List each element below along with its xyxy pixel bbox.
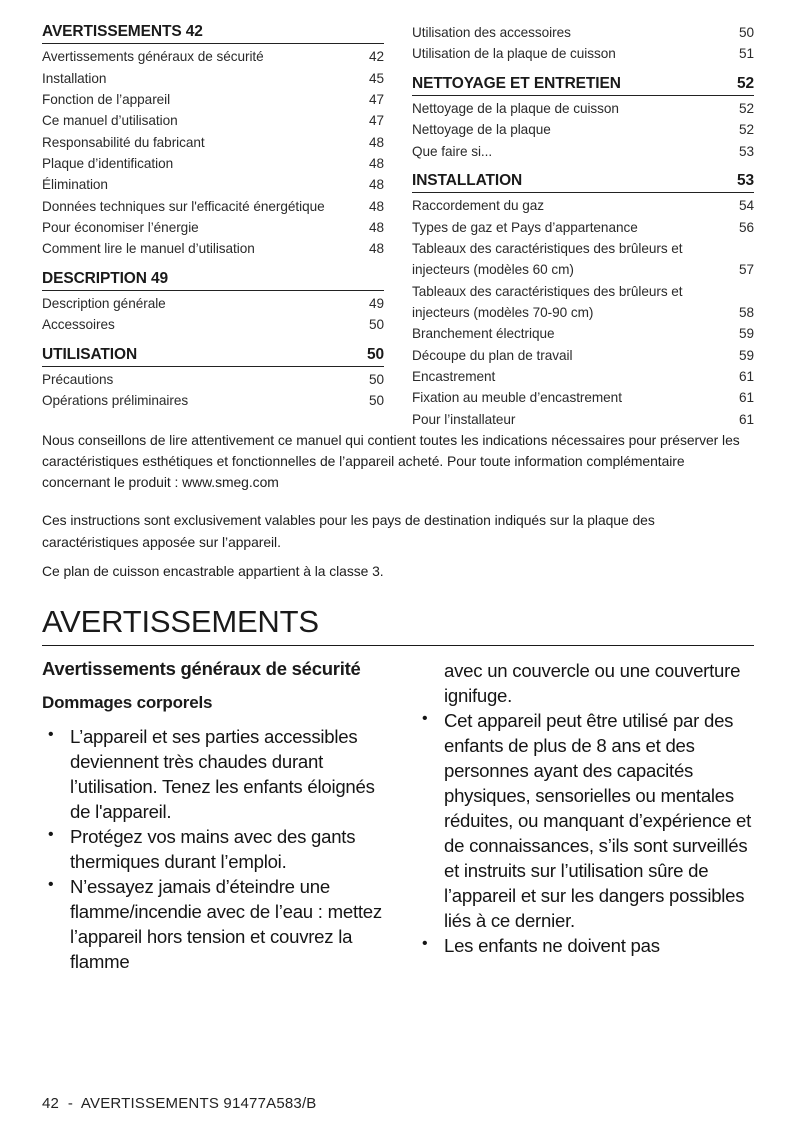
toc-section-header (42, 345, 384, 367)
toc-entry-page: 58 (738, 305, 754, 321)
toc-entry-label: Pour l’installateur (412, 411, 516, 427)
toc-entry-label: Élimination (42, 177, 108, 193)
toc-entry-label: Utilisation de la plaque de cuisson (412, 46, 616, 62)
toc-section-header (42, 269, 384, 291)
toc-entry-label: Précautions (42, 372, 114, 388)
toc-entry-page: 50 (368, 317, 384, 333)
toc-entry-page: 48 (368, 220, 384, 235)
toc-section-header (412, 171, 754, 193)
toc-section-page: 52 (736, 74, 754, 92)
toc-section-page: 50 (366, 345, 384, 363)
toc-entry-label: Plaque d’identification (42, 156, 174, 172)
toc-left-column (42, 22, 384, 430)
toc-entry (42, 132, 384, 153)
toc-entry-page: 57 (738, 262, 754, 278)
toc-entry-page: 50 (368, 372, 384, 388)
toc-entry-label: Fonction de l’appareil (42, 92, 171, 108)
intro-paragraphs (42, 430, 754, 582)
toc-entry-label: Pour économiser l’énergie (42, 220, 199, 235)
warning-item: • N’essayez jamais d’éteindre une flamme/incendie avec de l’eau : mettez l’appareil hors tension et couvrez la flamme (42, 874, 384, 974)
intro-paragraph-3: Ce plan de cuisson encastrable appartient à la classe 3. (42, 562, 384, 579)
toc-entry-page: 61 (738, 411, 754, 427)
toc-section-label: UTILISATION (42, 345, 138, 363)
toc-entry-label: Encastrement (412, 369, 496, 385)
subsection-heading: Avertissements généraux de sécurité (42, 658, 361, 679)
toc-entry (412, 119, 754, 140)
toc-entry (42, 46, 384, 67)
toc-entry-label: Raccordement du gaz (412, 198, 545, 214)
toc-entry (42, 196, 384, 217)
toc-entry-page: 45 (368, 70, 384, 86)
toc-entry-label: Que faire si... (412, 143, 493, 159)
page-footer: 42 - AVERTISSEMENTS 91477A583/B (42, 1095, 317, 1112)
intro-paragraph-2: Ces instructions sont exclusivement valables pour les pays de destination indiqués sur la plaque des caractéristiques apposée sur l’appareil. (42, 512, 655, 550)
toc-entry-label: Tableaux des caractéristiques des brûleurs et injecteurs (modèles 60 cm) (412, 241, 683, 278)
toc-entry (42, 110, 384, 131)
body-left-column (42, 658, 384, 974)
toc-entry-label: Responsabilité du fabricant (42, 134, 205, 150)
toc-entry-label: Types de gaz et Pays d’appartenance (412, 219, 638, 235)
toc-entry (412, 141, 754, 162)
toc-entry (412, 98, 754, 119)
toc-entry-page: 48 (368, 134, 384, 150)
toc-entry-page: 61 (738, 369, 754, 385)
toc-entry-label: Fixation au meuble d’encastrement (412, 390, 622, 406)
toc-entry (412, 281, 754, 324)
toc-entry (412, 22, 754, 43)
toc-entry (412, 345, 754, 366)
table-of-contents (42, 22, 754, 430)
toc-entry-label: Description générale (42, 296, 166, 312)
toc-entry-page: 53 (738, 143, 754, 159)
toc-entry-page: 59 (738, 347, 754, 363)
toc-entry-label: Découpe du plan de travail (412, 347, 573, 363)
toc-entry-page: 48 (368, 198, 384, 214)
toc-entry-label: Nettoyage de la plaque (412, 122, 551, 138)
toc-entry-page: 42 (368, 49, 384, 65)
toc-entry (42, 238, 384, 259)
warning-item: • Protégez vos mains avec des gants thermiques durant l’emploi. (42, 824, 384, 874)
toc-entry-page: 48 (368, 156, 384, 172)
toc-entry-page: 52 (738, 101, 754, 117)
toc-section-label: AVERTISSEMENTS 42 (42, 23, 203, 40)
toc-section-header (42, 22, 384, 44)
section-title: AVERTISSEMENTS (42, 605, 754, 646)
toc-entry-page: 51 (738, 46, 754, 62)
toc-entry-label: Utilisation des accessoires (412, 25, 571, 40)
toc-entry-label: Installation (42, 70, 107, 86)
toc-entry-page: 54 (738, 198, 754, 214)
toc-entry (412, 323, 754, 344)
toc-entry-page: 56 (738, 219, 754, 235)
toc-entry (42, 174, 384, 195)
toc-entry-page: 48 (368, 177, 384, 193)
body-columns (42, 658, 758, 974)
toc-entry-label: Tableaux des caractéristiques des brûleurs et injecteurs (modèles 70-90 cm) (412, 283, 683, 321)
toc-entry (42, 68, 384, 89)
toc-entry (412, 387, 754, 408)
warning-item: • Cet appareil peut être utilisé par des enfants de plus de 8 ans et des personnes ayant des capacités physiques, sensorielles ou mentales réduites, ou manquant d’expérience et de connaissances, s’ils sont surveillés et instruits sur l’utilisation sûre de l’appareil et sur les dangers possibles liés à ce dernier. (416, 708, 758, 933)
toc-entry-label: Ce manuel d’utilisation (42, 113, 178, 129)
toc-entry-label: Accessoires (42, 317, 115, 333)
toc-entry (42, 217, 384, 238)
toc-entry-label: Données techniques sur l'efficacité énergétique (42, 198, 325, 214)
warning-item: • Les enfants ne doivent pas (416, 933, 758, 958)
toc-right-column (412, 22, 754, 430)
toc-entry-page: 59 (738, 326, 754, 342)
warning-item-continuation: avec un couvercle ou une couverture ignifuge. (444, 660, 741, 706)
toc-entry (412, 366, 754, 387)
toc-entry (42, 153, 384, 174)
toc-entry-page: 50 (738, 25, 754, 40)
toc-entry (42, 369, 384, 390)
body-right-column (416, 658, 758, 974)
toc-section-header (412, 74, 754, 96)
toc-entry-label: Branchement électrique (412, 326, 555, 342)
toc-entry-page: 52 (738, 122, 754, 138)
warning-item: • L’appareil et ses parties accessibles deviennent très chaudes durant l’utilisation. Tenez les enfants éloignés de l'appareil. (42, 724, 384, 824)
toc-section-label: INSTALLATION (412, 172, 523, 190)
toc-entry (42, 293, 384, 314)
toc-entry-page: 48 (368, 241, 384, 257)
warning-list-right (416, 658, 758, 958)
toc-section-label: DESCRIPTION 49 (42, 269, 169, 287)
toc-entry (412, 217, 754, 238)
subsection-subheading: Dommages corporels (42, 693, 213, 713)
toc-entry (412, 238, 754, 281)
toc-entry (412, 195, 754, 216)
toc-entry-page: 61 (738, 390, 754, 406)
toc-entry (42, 314, 384, 335)
toc-entry-label: Nettoyage de la plaque de cuisson (412, 101, 619, 117)
toc-entry-label: Comment lire le manuel d’utilisation (42, 241, 255, 257)
warning-list-left (42, 724, 384, 974)
toc-entry-label: Opérations préliminaires (42, 393, 189, 409)
toc-entry (42, 390, 384, 411)
toc-section-label: NETTOYAGE ET ENTRETIEN (412, 74, 621, 92)
toc-entry (412, 409, 754, 430)
toc-entry (42, 89, 384, 110)
toc-entry-page: 49 (368, 296, 384, 312)
intro-paragraph-1: Nous conseillons de lire attentivement ce manuel qui contient toutes les indications nécessaires pour préserver les caractéristiques esthétiques et fonctionnelles de l’appareil acheté. Pour toute information complémentaire concernant le produit : www.smeg.com (42, 432, 740, 491)
toc-entry-page: 47 (368, 113, 384, 129)
toc-entry (412, 43, 754, 64)
toc-entry-label: Avertissements généraux de sécurité (42, 49, 264, 65)
toc-section-page: 53 (736, 172, 754, 190)
toc-entry-page: 50 (368, 393, 384, 409)
toc-entry-page: 47 (368, 92, 384, 108)
